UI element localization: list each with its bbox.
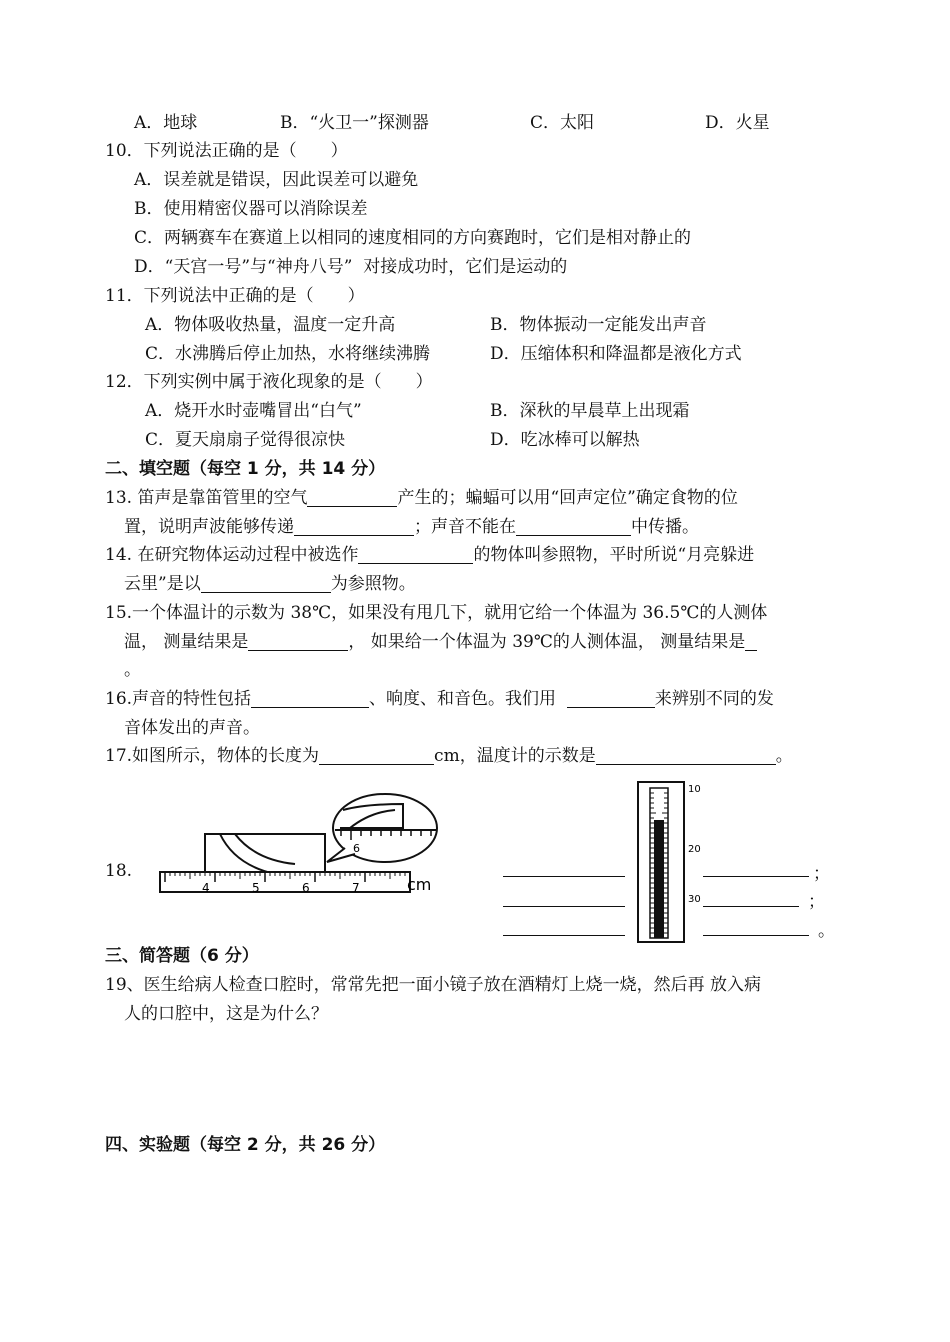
q17-text-2: cm，温度计的示数是 bbox=[434, 746, 596, 766]
q16-text-2: 、响度、和音色。我们用 bbox=[369, 689, 557, 709]
q11-stem: 11．下列说法中正确的是（ ） bbox=[105, 286, 365, 306]
q18-punct-3: 。 bbox=[818, 921, 835, 941]
q18-left-blank-3[interactable] bbox=[503, 917, 625, 936]
q9-option-c: C．太阳 bbox=[530, 113, 595, 133]
q16-text-3: 来辨别不同的发 bbox=[654, 689, 774, 709]
q13-text-3: 置，说明声波能够传递 bbox=[124, 517, 294, 537]
q12-option-a: A．烧开水时壶嘴冒出“白气” bbox=[145, 401, 362, 421]
q15-line-2 bbox=[124, 630, 757, 654]
ruler-unit-label: cm bbox=[407, 875, 432, 894]
q14-text-4: 为参照物。 bbox=[330, 574, 416, 594]
q19-line-2: 人的口腔中，这是为什么？ bbox=[124, 1004, 328, 1024]
q11-option-c: C．水沸腾后停止加热，水将继续沸腾 bbox=[145, 344, 431, 364]
q18-punct-2: ； bbox=[808, 892, 825, 912]
section-4-title: 四、实验题（每空 2 分，共 26 分） bbox=[105, 1135, 386, 1155]
q18-punct-1: ； bbox=[813, 864, 830, 884]
q19-line-1: 19、医生给病人检查口腔时，常常先把一面小镜子放在酒精灯上烧一烧，然后再 放入病 bbox=[105, 975, 762, 995]
q18-right-blank-2[interactable] bbox=[703, 888, 799, 907]
q17-text-3: 。 bbox=[775, 746, 793, 766]
q15-text-2: 温， 测量结果是 bbox=[124, 632, 249, 652]
q11-option-d: D．压缩体积和降温都是液化方式 bbox=[490, 344, 742, 364]
q17-text-1: 17.如图所示，物体的长度为 bbox=[105, 746, 320, 766]
q18-left-blank-2[interactable] bbox=[503, 888, 625, 907]
q15-text-3: ， 如果给一个体温为 39℃的人测体温， 测量结果是 bbox=[348, 632, 746, 652]
q9-option-b: B．“火卫一”探测器 bbox=[280, 113, 429, 133]
q10-option-c: C．两辆赛车在赛道上以相同的速度相同的方向赛跑时，它们是相对静止的 bbox=[134, 228, 692, 248]
ruler-tick-label-7: 7 bbox=[352, 881, 360, 895]
q15-line-1: 15.一个体温计的示数为 38℃，如果没有甩几下，就用它给一个体温为 36.5℃的人测体 bbox=[105, 603, 768, 623]
thermometer-liquid-column bbox=[654, 820, 664, 938]
ruler-tick-label-6: 6 bbox=[302, 881, 310, 895]
thermo-tick-label-30: 30 bbox=[688, 894, 701, 905]
q18-right-blank-1[interactable] bbox=[703, 858, 809, 877]
q13-blank-3[interactable] bbox=[516, 517, 631, 536]
q18-right-blank-3[interactable] bbox=[703, 917, 809, 936]
q9-option-d: D．火星 bbox=[705, 113, 770, 133]
ruler-figure bbox=[155, 790, 432, 910]
thermometer-figure bbox=[630, 778, 710, 948]
q13-blank-2[interactable] bbox=[294, 517, 414, 536]
q14-line-2 bbox=[124, 572, 416, 596]
q16-blank-2[interactable] bbox=[567, 689, 655, 708]
q12-stem: 12．下列实例中属于液化现象的是（ ） bbox=[105, 372, 433, 392]
q16-line-1 bbox=[105, 687, 774, 711]
q10-stem: 10．下列说法正确的是（ ） bbox=[105, 141, 348, 161]
section-3-title: 三、简答题（6 分） bbox=[105, 946, 259, 966]
q15-line-3: 。 bbox=[124, 660, 141, 680]
section-2-title: 二、填空题（每空 1 分，共 14 分） bbox=[105, 459, 386, 479]
ruler-tick-label-4: 4 bbox=[202, 881, 210, 895]
q13-text-4: ；声音不能在 bbox=[414, 517, 516, 537]
q13-text-1: 13. 笛声是靠笛管里的空气 bbox=[105, 488, 308, 508]
q16-line-2: 音体发出的声音。 bbox=[124, 718, 260, 738]
q13-line-1 bbox=[105, 486, 738, 510]
q14-text-2: 的物体叫参照物，平时所说“月亮躲进 bbox=[473, 545, 755, 565]
q16-blank-1[interactable] bbox=[251, 689, 369, 708]
q13-text-5: 中传播。 bbox=[631, 517, 699, 537]
q12-option-c: C．夏天扇扇子觉得很凉快 bbox=[145, 430, 346, 450]
q14-blank-2[interactable] bbox=[201, 574, 331, 593]
q10-option-d: D．“天宫一号”与“神舟八号” 对接成功时，它们是运动的 bbox=[134, 257, 568, 277]
q12-option-d: D．吃冰棒可以解热 bbox=[490, 430, 640, 450]
thermo-tick-label-10: 10 bbox=[688, 784, 701, 795]
q10-option-b: B．使用精密仪器可以消除误差 bbox=[134, 199, 368, 219]
q11-option-a: A．物体吸收热量，温度一定升高 bbox=[145, 315, 396, 335]
thermo-tick-label-20: 20 bbox=[688, 844, 701, 855]
q18-left-blank-1[interactable] bbox=[503, 858, 625, 877]
q15-blank-2[interactable] bbox=[745, 632, 757, 651]
q14-blank-1[interactable] bbox=[358, 545, 473, 564]
q12-option-b: B．深秋的早晨草上出现霜 bbox=[490, 401, 690, 421]
q17-line bbox=[105, 744, 793, 768]
q17-blank-1[interactable] bbox=[319, 746, 434, 765]
magnifier-tick-label: 6 bbox=[353, 842, 360, 855]
q13-blank-1[interactable] bbox=[307, 488, 397, 507]
q14-text-1: 14. 在研究物体运动过程中被选作 bbox=[105, 545, 359, 565]
q16-text-1: 16.声音的特性包括 bbox=[105, 689, 252, 709]
q15-blank-1[interactable] bbox=[248, 632, 348, 651]
q13-text-2: 产生的；蝙蝠可以用“回声定位”确定食物的位 bbox=[397, 488, 738, 508]
q11-option-b: B．物体振动一定能发出声音 bbox=[490, 315, 707, 335]
q13-line-2 bbox=[124, 515, 699, 539]
q17-blank-2[interactable] bbox=[596, 746, 776, 765]
q18-label: 18. bbox=[105, 861, 133, 881]
q9-option-a: A．地球 bbox=[134, 113, 198, 133]
q10-option-a: A．误差就是错误，因此误差可以避免 bbox=[134, 170, 419, 190]
q14-line-1 bbox=[105, 543, 754, 567]
ruler-tick-label-5: 5 bbox=[252, 881, 260, 895]
q14-text-3: 云里”是以 bbox=[124, 574, 201, 594]
